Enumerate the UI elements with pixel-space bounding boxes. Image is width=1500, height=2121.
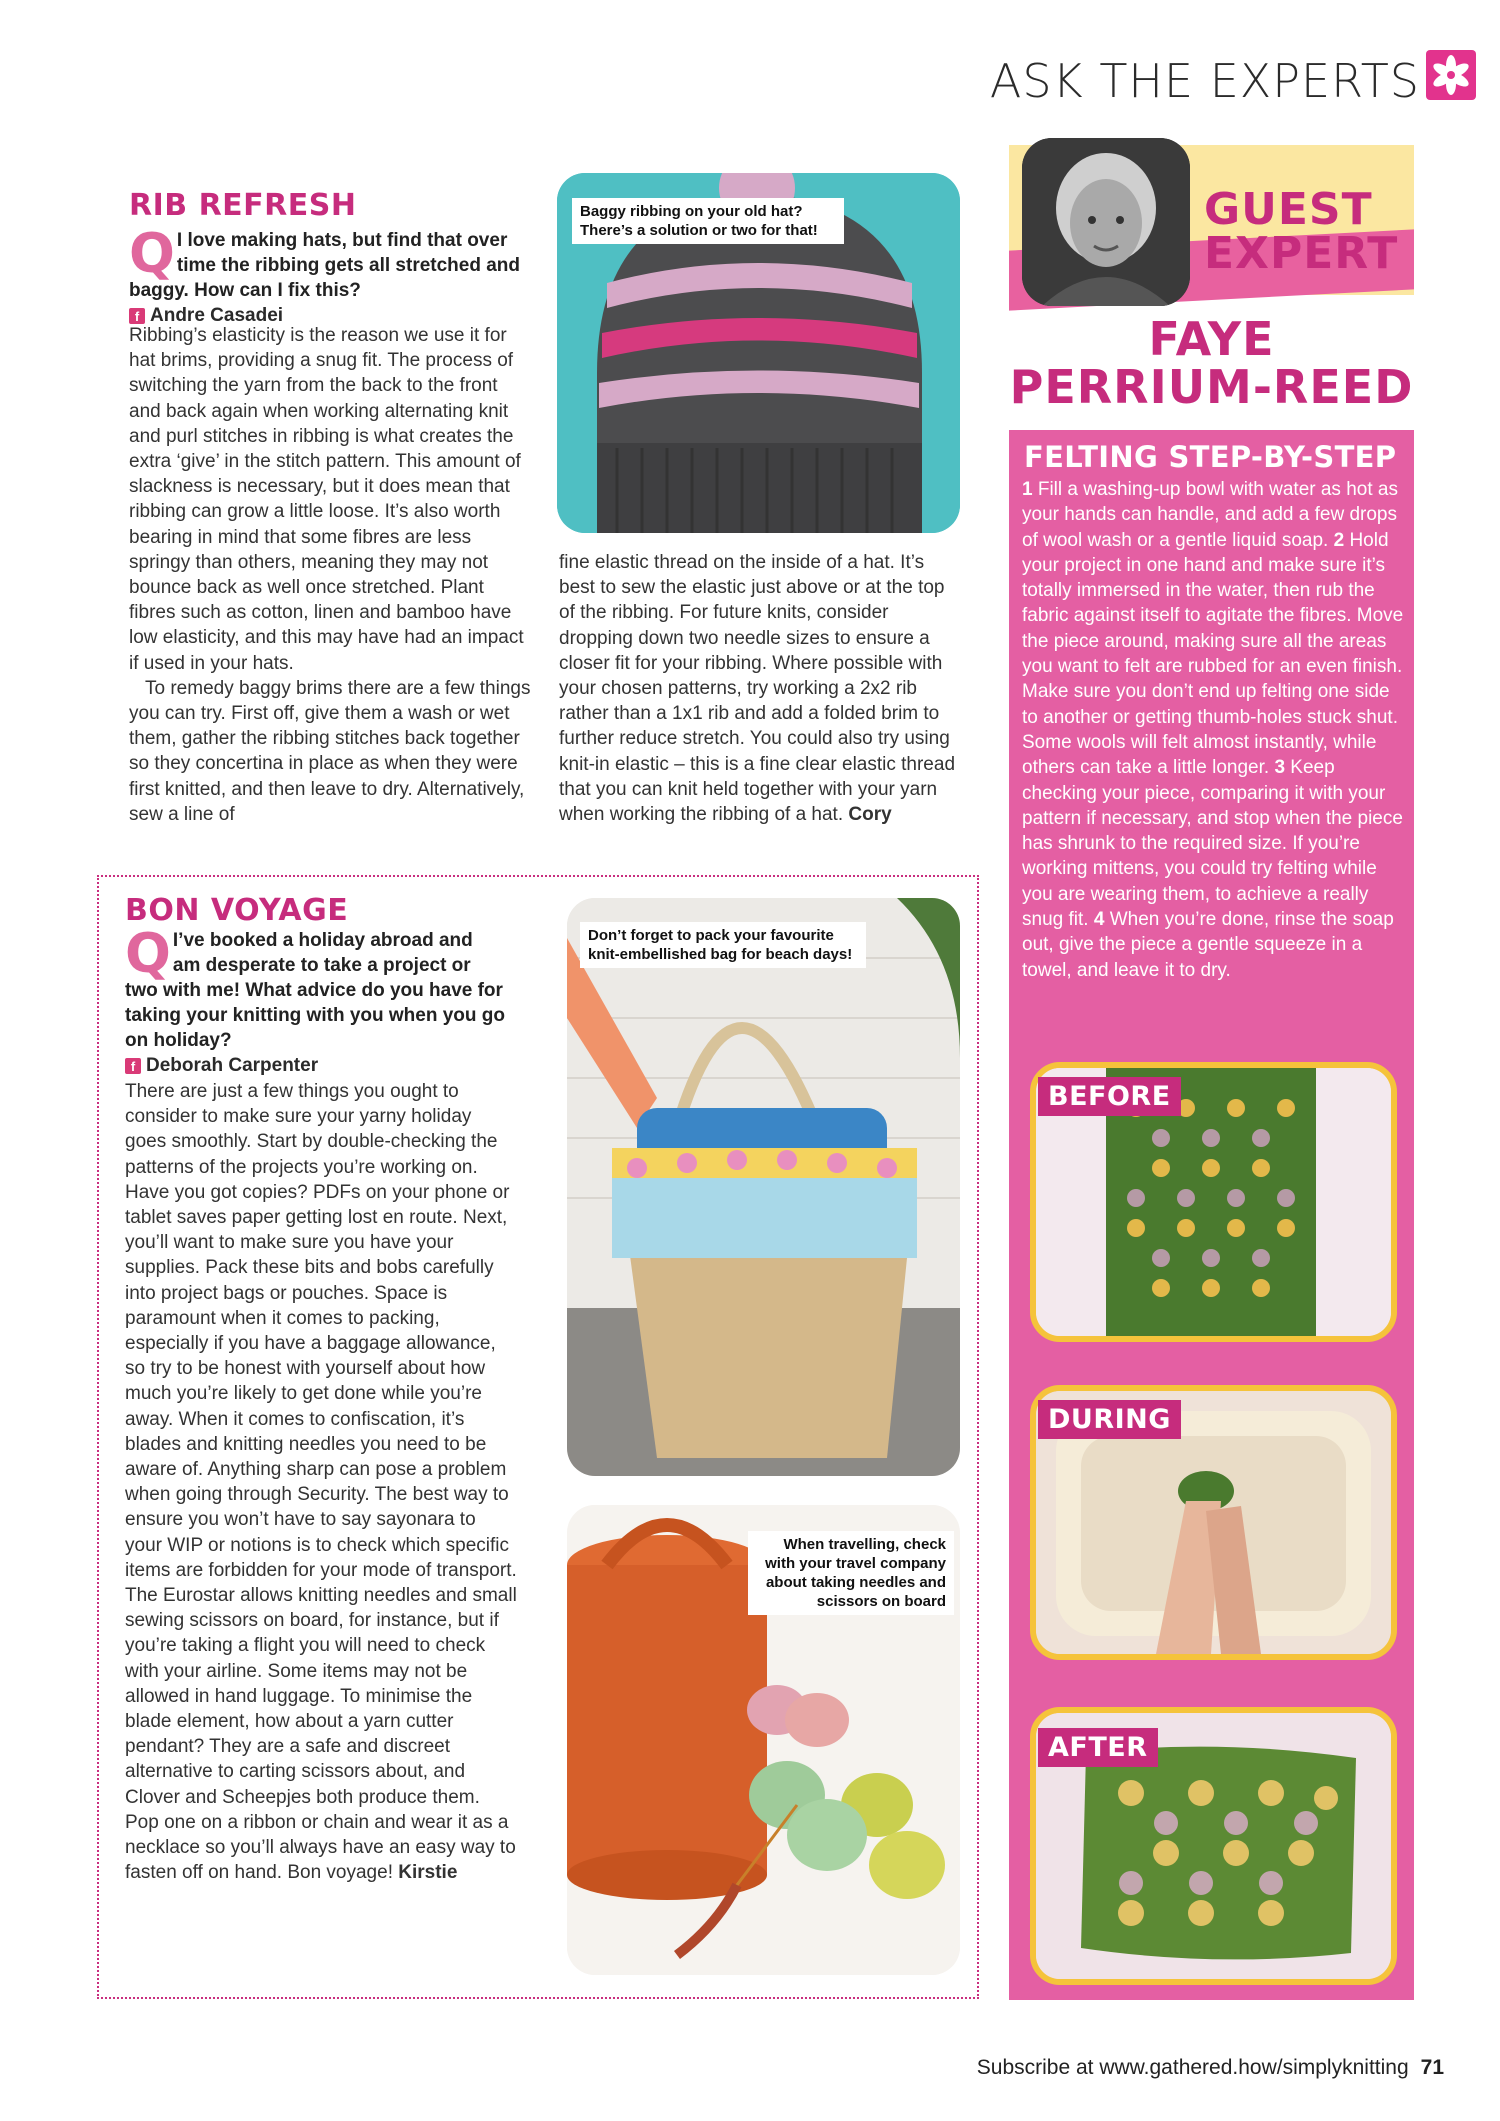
- step-number: 2: [1333, 529, 1345, 551]
- basket-photo: [567, 898, 960, 1476]
- bon-question: I’ve booked a holiday abroad and am desperate to take a project or two with me! What advice do you have for taking your knitting with you when you go on holiday?: [125, 930, 505, 1051]
- step-4-text: When you’re done, rinse the soap out, give the piece a gentle squeeze in a towel, and leave it to dry.: [1022, 909, 1394, 981]
- rib-question: I love making hats, but find that over time the ribbing gets all stretched and baggy. How can I fix this?: [129, 230, 521, 301]
- facebook-icon: f: [125, 1058, 141, 1074]
- q-letter: Q: [129, 222, 175, 285]
- rib-paragraph-1: Ribbing’s elasticity is the reason we use it for hat brims, providing a snug fit. The process of switching the yarn from the back to the front and back again when working alternating knit and purl stitches in ribbing is what creates the extra ‘give’ in the stitch pattern. This amount of slackness is necessary, but it does mean that ribbing can grow a little loose. It’s also worth bearing in mind that some fibres are less springy than others, meaning they may not bounce back as well once stretched. Plant fibres such as cotton, linen and bamboo have low elasticity, and this may have had an impact if used in your hats.: [129, 325, 524, 674]
- rib-paragraph-2: To remedy baggy brims there are a few things you can try. First off, give them a wash or wet them, gather the ribbing stitches back together so they concertina in place as when they were first knitted, and then leave to dry. Alternatively, sew a line of: [129, 677, 531, 825]
- rib-asker-name: Andre Casadei: [150, 305, 284, 326]
- q-letter: Q: [125, 922, 171, 985]
- felting-steps: [1022, 477, 1406, 983]
- expert-name: [1009, 312, 1414, 414]
- step-number: 4: [1093, 909, 1105, 931]
- bon-heading: BON VOYAGE: [125, 893, 349, 928]
- hat-photo-caption: Baggy ribbing on your old hat? There’s a solution or two for that!: [572, 198, 844, 244]
- expert-portrait: [1022, 138, 1190, 306]
- step-1-text: Fill a washing-up bowl with water as hot as your hands can handle, and add a few drops of wool wash or a gentle liquid soap.: [1022, 479, 1398, 551]
- guest-title-line-2: EXPERT: [1204, 228, 1399, 279]
- rib-heading: RIB REFRESH: [129, 188, 357, 223]
- after-label: AFTER: [1038, 1728, 1158, 1767]
- step-2-text: Hold your project in one hand and make sure it’s totally immersed in the water, then rub the fabric against itself to agitate the fibres. Move the piece around, making sure all the areas you want to felt are rubbed for an even finish. Make sure you don’t end up felting one side to another or getting thumb-holes stuck shut. Some wools will felt almost instantly, while others can take a little longer.: [1022, 529, 1404, 779]
- expert-name-line-2: PERRIUM-REED: [1009, 360, 1414, 414]
- basket-photo-caption: Don’t forget to pack your favourite knit-embellished bag for beach days!: [580, 922, 866, 968]
- step-number: 1: [1022, 479, 1033, 500]
- subscribe-link[interactable]: Subscribe at www.gathered.how/simplyknitting: [976, 2056, 1409, 2079]
- rib-column-2: [559, 550, 961, 827]
- step-3-text: Keep checking your piece, comparing it with your pattern if necessary, and stop when the piece has shrunk to the required size. If you’re working mittens, you could try felting while you are wearing them, to achieve a really snug fit.: [1022, 757, 1403, 931]
- travel-photo-caption: When travelling, check with your travel company about taking needles and scissors on board: [748, 1531, 954, 1615]
- rib-paragraph-3: fine elastic thread on the inside of a hat. It’s best to sew the elastic just above or at the top of the ribbing. For future knits, consider dropping down two needle sizes to ensure a closer fit for your ribbing. Where possible with your chosen patterns, try working a 2x2 rib rather than a 1x1 rib and add a folded brim to further reduce stretch. You could also try using knit-in elastic – this is a fine clear elastic thread that you can knit held together with your yarn when working the ribbing of a hat.: [559, 552, 956, 826]
- section-title: ASK THE EXPERTS: [989, 54, 1420, 108]
- bon-paragraph: There are just a few things you ought to consider to make sure your yarny holiday goes smoothly. Start by double-checking the patterns of the projects you’re working on. Have you got copies? PDFs on your phone or tablet saves paper getting lost en route. Next, you’ll want to make sure you have your supplies. Pack these bits and bobs carefully into project bags or pouches. Space is paramount when it comes to packing, especially if you have a baggage allowance, so try to be honest with yourself about how much you’re likely to get done while you’re away. When it comes to confiscation, it’s blades and knitting needles you need to be aware of. Anything sharp can pose a problem when going through Security. The best way to ensure you won’t have to say sayonara to your WIP or notions is to check which specific items are forbidden for your mode of transport. The Eurostar allows knitting needles and small sewing scissors on board, for instance, but if you’re taking a flight you will need to check with your airline. Some items may not be allowed in hand luggage. To minimise the blade element, how about a yarn cutter pendant? They are a safe and discreet alternative to carting scissors about, and Clover and Scheepjes both produce them. Pop one on a ribbon or chain and wear it as a necklace so you’ll always have an easy way to fasten off on hand. Bon voyage!: [125, 1081, 517, 1884]
- flower-icon: [1426, 50, 1476, 100]
- rib-signoff: Cory: [848, 804, 892, 826]
- bon-asker: [125, 1053, 505, 1078]
- page-number: 71: [1420, 2056, 1444, 2079]
- during-label: DURING: [1038, 1400, 1181, 1439]
- facebook-icon: f: [129, 308, 145, 324]
- step-number: 3: [1274, 757, 1286, 779]
- bon-asker-name: Deborah Carpenter: [146, 1055, 319, 1076]
- expert-name-line-1: FAYE: [1148, 312, 1275, 366]
- bon-question-block: [125, 922, 505, 1078]
- rib-column-1: [129, 323, 531, 827]
- bon-signoff: Kirstie: [398, 1862, 458, 1884]
- guest-title-line-1: GUEST: [1204, 184, 1373, 235]
- guest-expert-title: [1204, 184, 1399, 279]
- footer: [977, 2056, 1444, 2080]
- felting-heading: FELTING STEP-BY-STEP: [1024, 440, 1397, 474]
- before-label: BEFORE: [1038, 1077, 1181, 1116]
- bon-body: [125, 1079, 517, 1886]
- rib-question-block: [129, 222, 529, 328]
